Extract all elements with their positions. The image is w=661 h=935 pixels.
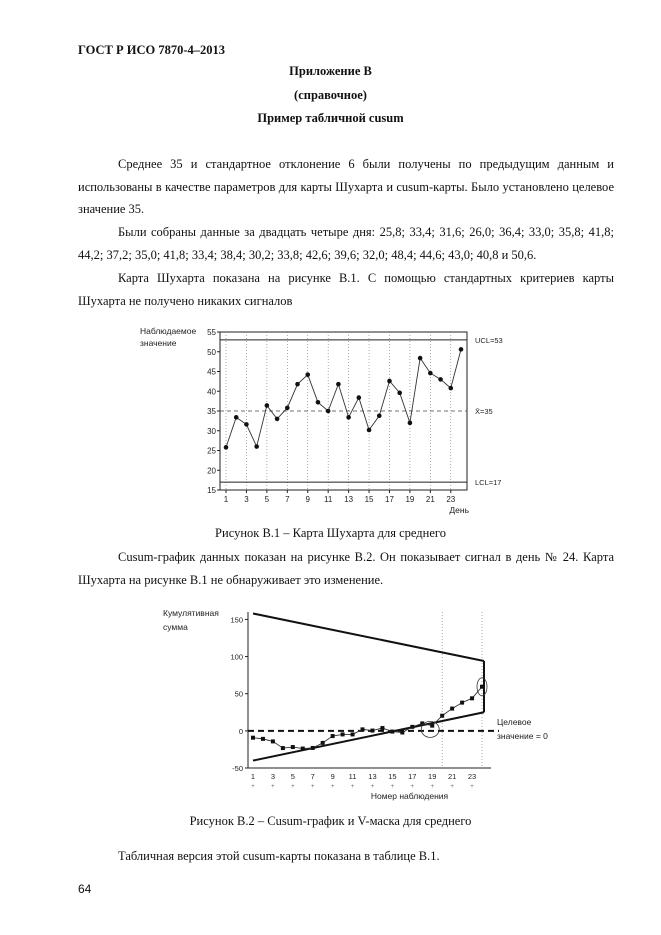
paragraph-1-text: Среднее 35 и стандартное отклонение 6 были получены по предыдущим данным и использованы в качестве параметров для карты Шухарта и cusum-карты. Было установлено целевое значение 35. — [78, 157, 614, 216]
y-tick-label: 25 — [207, 446, 216, 456]
center-label: X̄=35 — [475, 407, 493, 416]
x-tick-mark: + — [350, 784, 355, 790]
x-tick-label: 17 — [385, 495, 394, 504]
y-tick-label: 50 — [234, 689, 243, 699]
y-tick-label: 50 — [207, 347, 216, 357]
x-tick-mark: + — [430, 784, 434, 790]
data-point — [346, 415, 351, 420]
x-tick-mark: + — [251, 784, 255, 790]
x-tick-label: 19 — [405, 495, 415, 504]
x-tick-label: 23 — [446, 495, 456, 504]
shewhart-chart — [130, 322, 530, 517]
cusum-point — [430, 724, 434, 728]
x-tick-label: 13 — [368, 772, 377, 781]
x-tick-label: 3 — [270, 772, 275, 781]
figure-1-caption: Рисунок В.1 – Карта Шухарта для среднего — [215, 526, 446, 540]
data-point — [408, 421, 413, 426]
y-tick-label: 30 — [207, 426, 216, 436]
paragraph-2 — [78, 221, 614, 266]
cusum-point — [380, 726, 384, 730]
page-number: 64 — [78, 882, 92, 896]
x-tick-mark: + — [390, 784, 395, 790]
x-tick-label: 1 — [223, 495, 229, 504]
series-line — [226, 349, 461, 447]
y-axis-label-line-2: сумма — [163, 622, 188, 632]
cusum-point — [450, 707, 454, 711]
data-point — [234, 415, 239, 420]
data-point — [438, 377, 443, 382]
y-tick-label: 0 — [238, 726, 243, 736]
y-axis-label-line-1: Наблюдаемое — [140, 326, 197, 336]
cusum-point — [301, 747, 305, 751]
cusum-point — [281, 746, 285, 750]
data-point — [336, 382, 341, 387]
x-tick-mark: + — [330, 784, 335, 790]
data-point — [428, 371, 433, 376]
paragraph-4 — [78, 546, 614, 591]
y-tick-label: -50 — [232, 764, 243, 773]
x-tick-mark: + — [370, 784, 375, 790]
appendix-subtitle: (справочное) — [294, 88, 367, 102]
x-tick-label: 9 — [330, 772, 335, 781]
target-label-line-1: Целевое — [497, 716, 532, 727]
data-point — [357, 395, 362, 400]
cusum-point — [410, 725, 414, 729]
data-point — [418, 356, 423, 361]
x-tick-mark: + — [450, 784, 454, 790]
x-tick-label: 19 — [428, 772, 437, 781]
cusum-point — [311, 746, 315, 750]
cusum-point — [480, 685, 484, 689]
data-point — [265, 403, 270, 408]
cusum-series-line — [253, 687, 482, 749]
paragraph-1 — [78, 153, 614, 221]
x-tick-label: 17 — [408, 772, 417, 781]
document-header: ГОСТ Р ИСО 7870-4–2013 — [78, 43, 226, 57]
y-tick-label: 40 — [207, 387, 216, 397]
data-point — [305, 372, 310, 377]
cusum-point — [351, 732, 355, 736]
x-tick-mark: + — [271, 784, 275, 790]
cusum-point — [321, 741, 325, 745]
cusum-point — [400, 730, 404, 734]
data-point — [377, 413, 382, 418]
paragraph-3 — [78, 267, 614, 312]
y-tick-label: 150 — [230, 615, 243, 625]
data-point — [367, 428, 372, 433]
data-point — [275, 417, 280, 422]
x-tick-label: 11 — [348, 772, 357, 781]
paragraph-4-text: Cusum-график данных показан на рисунке В.2. Он показывает сигнал в день № 24. Карта Шухарта на рисунке В.1 не обнаруживает это изменение. — [78, 550, 614, 587]
data-point — [224, 445, 229, 450]
x-tick-label: 21 — [447, 772, 457, 781]
data-point — [448, 386, 453, 391]
paragraph-5 — [78, 845, 614, 868]
y-tick-label: 100 — [230, 652, 243, 662]
x-tick-label: 11 — [324, 495, 333, 504]
y-tick-label: 20 — [207, 466, 216, 476]
paragraph-5-text: Табличная версия этой cusum-карты показана в таблице В.1. — [118, 849, 440, 863]
cusum-point — [370, 729, 374, 733]
x-tick-mark: + — [310, 784, 315, 790]
x-tick-mark: + — [291, 784, 295, 790]
x-tick-label: 5 — [264, 495, 270, 504]
x-tick-label: 3 — [244, 495, 249, 504]
target-label-line-2: значение = 0 — [497, 730, 548, 741]
lcl-label: LCL=17 — [475, 478, 502, 488]
x-tick-label: 5 — [290, 772, 295, 781]
y-tick-label: 15 — [207, 486, 216, 495]
x-tick-label: 1 — [250, 772, 256, 781]
x-tick-mark: + — [410, 784, 415, 790]
x-tick-label: 9 — [305, 495, 310, 504]
x-tick-label: 7 — [310, 772, 315, 781]
cusum-point — [390, 730, 394, 734]
cusum-point — [271, 739, 275, 743]
cusum-point — [470, 696, 474, 700]
cusum-point — [440, 714, 444, 718]
data-point — [244, 422, 249, 427]
data-point — [326, 409, 331, 414]
y-axis-label-line-2: значение — [140, 338, 177, 348]
y-tick-label: 55 — [207, 328, 216, 337]
cusum-chart — [155, 600, 575, 805]
appendix-heading: Пример табличной cusum — [257, 111, 404, 125]
data-point — [459, 347, 464, 352]
cusum-point — [460, 701, 464, 705]
y-tick-label: 45 — [207, 367, 216, 377]
cusum-point — [251, 736, 255, 740]
x-tick-label: 23 — [467, 772, 477, 781]
x-axis-label: День — [449, 505, 469, 515]
cusum-point — [361, 727, 365, 731]
data-point — [316, 400, 321, 405]
x-tick-mark: + — [470, 784, 474, 790]
paragraph-2-text: Были собраны данные за двадцать четыре дня: 25,8; 33,4; 31,6; 26,0; 36,4; 33,0; 35,8; 41,8; 44,2; 37,2; 35,0; 41,8; 33,4; 38,4; 30,2; 33,8; 42,6; 39,6; 32,0; 48,4; 44,6; 43,0; 40,8 и 50,6. — [78, 225, 614, 262]
cusum-point — [341, 732, 345, 736]
x-tick-label: 21 — [425, 495, 435, 504]
cusum-point — [331, 734, 335, 738]
cusum-point — [261, 737, 265, 741]
appendix-title: Приложение В — [289, 64, 372, 78]
vmask-upper-arm — [253, 613, 484, 661]
paragraph-3-text: Карта Шухарта показана на рисунке В.1. С помощью стандартных критериев карты Шухарта не получено никаких сигналов — [78, 271, 614, 308]
x-tick-label: 7 — [285, 495, 290, 504]
ucl-label: UCL=53 — [475, 335, 503, 345]
x-axis-label: Номер наблюдения — [370, 791, 449, 801]
y-axis-label-line-1: Кумулятивная — [163, 608, 219, 618]
x-tick-label: 15 — [364, 495, 374, 504]
y-tick-label: 35 — [207, 407, 216, 416]
x-tick-label: 15 — [388, 772, 397, 781]
vmask-lower-arm — [253, 712, 484, 760]
data-point — [295, 382, 300, 387]
data-point — [397, 391, 402, 396]
data-point — [387, 379, 392, 384]
figure-2-caption: Рисунок В.2 – Cusum-график и V-маска для среднего — [189, 814, 472, 828]
x-tick-label: 13 — [344, 495, 354, 504]
data-point — [254, 444, 259, 449]
data-point — [285, 406, 290, 411]
cusum-point — [291, 745, 295, 749]
